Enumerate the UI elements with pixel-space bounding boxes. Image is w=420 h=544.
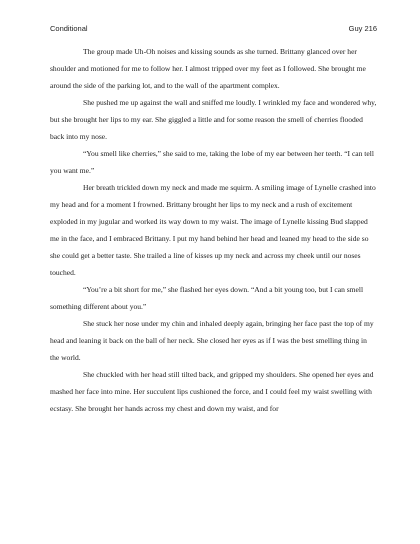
paragraph: She stuck her nose under my chin and inhaled deeply again, bringing her face past the top of my head and leaning it back on the ball of her neck. She closed her eyes as if I was the best smelling thing in the world. [50,319,374,362]
running-title: Conditional [50,24,88,33]
paragraph: She pushed me up against the wall and sniffed me loudly. I wrinkled my face and wondered why, but she brought her lips to my ear. She giggled a little and for some reason the smell of cherries flooded back into my nose. [50,98,377,141]
manuscript-body [50,43,377,417]
paragraph: The group made Uh-Oh noises and kissing sounds as she turned. Brittany glanced over her shoulder and motioned for me to follow her. I almost tripped over my feet as I followed. She brought me around the side of the parking lot, and to the wall of the apartment complex. [50,47,366,90]
paragraph: She chuckled with her head still tilted back, and gripped my shoulders. She opened her eyes and mashed her face into mine. Her succulent lips cushioned the force, and I could feel my waist swelling with ecstasy. She brought her hands across my chest and down my waist, and for [50,370,374,413]
paragraph: “You’re a bit short for me,” she flashed her eyes down. “And a bit young too, but I can smell something different about you.” [50,285,364,311]
paragraph: Her breath trickled down my neck and made me squirm. A smiling image of Lynelle crashed into my head and for a moment I frowned. Brittany brought her lips to my neck and a rush of excitement exploded in my jugular and worked its way down to my waist. The image of Lynelle kissing Bud slapped me in the face, and I embraced Brittany. I put my hand behind her head and leaned my head to the side so she could get a better taste. She trailed a line of kisses up my neck and across my cheek until our noses touched. [50,183,376,277]
page-number: Guy 216 [348,24,377,33]
paragraph: “You smell like cherries,” she said to me, taking the lobe of my ear between her teeth. “I can tell you want me.” [50,149,374,175]
page-header [50,24,377,36]
